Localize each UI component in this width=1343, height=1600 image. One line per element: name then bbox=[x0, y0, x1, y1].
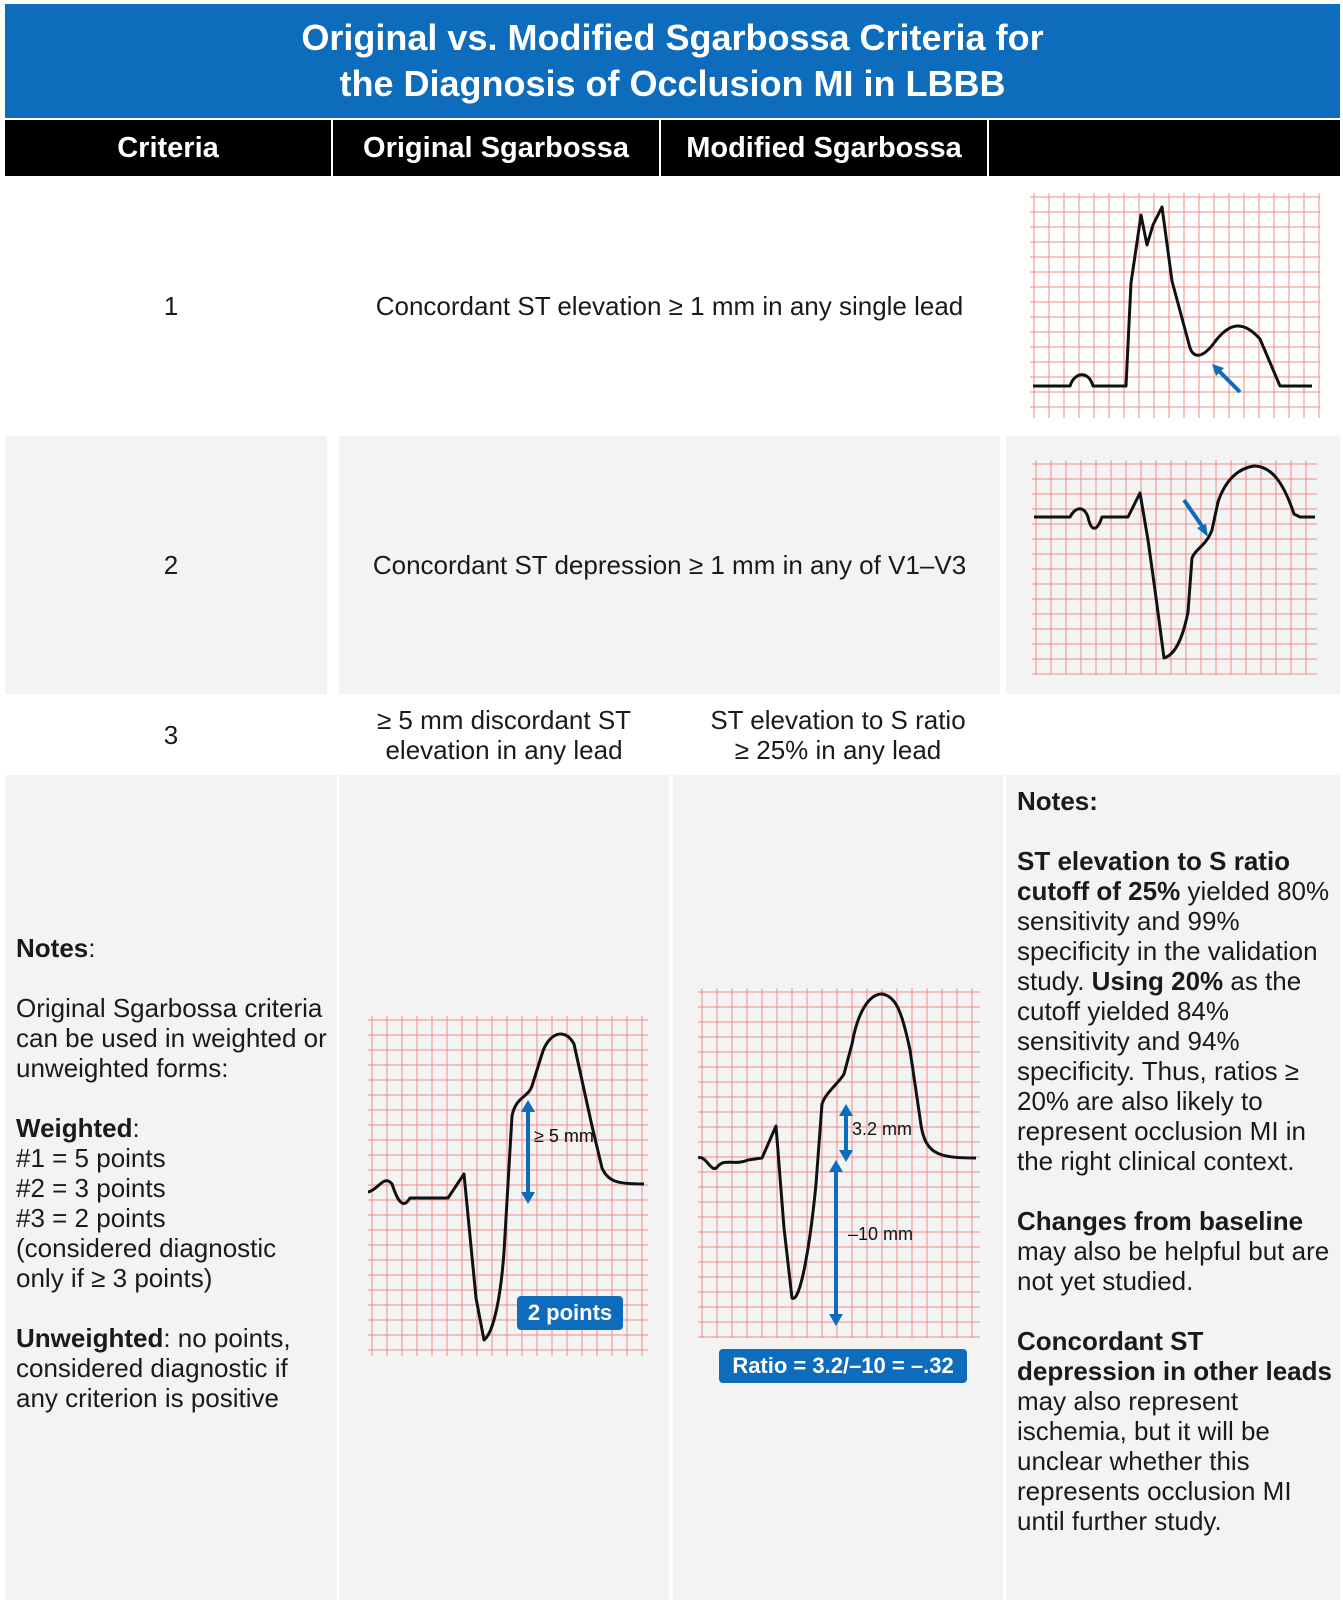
row-1-number: 1 bbox=[163, 291, 179, 321]
arrow-down-icon bbox=[521, 1192, 535, 1204]
table-header bbox=[5, 120, 1340, 176]
concordant-depression-bold: Concordant ST depression in other leads bbox=[1017, 1326, 1332, 1386]
concordant-depression-text: may also represent ischemia, but it will be unclear whether this represents occlusion MI until further study. bbox=[1017, 1386, 1292, 1536]
weighted-note: (considered diagnostic only if ≥ 3 points) bbox=[16, 1233, 277, 1293]
row-2-criterion: Concordant ST depression ≥ 1 mm in any of V1–V3 bbox=[372, 550, 967, 580]
page-title bbox=[5, 4, 1340, 118]
ratio-cutoff-text: yielded 80% sensitivity and 99% specificity in the validation study. bbox=[1017, 876, 1330, 996]
weighted-colon: : bbox=[132, 1113, 140, 1143]
weighted-item-1: #1 = 5 points bbox=[16, 1143, 166, 1173]
ecg-st-to-s-ratio bbox=[698, 988, 980, 1338]
ecg-concordant-st-elevation bbox=[1030, 193, 1320, 418]
header-divider bbox=[987, 120, 989, 176]
left-notes bbox=[16, 933, 331, 1443]
ecg-grid bbox=[1032, 460, 1317, 675]
title-line-1: Original vs. Modified Sgarbossa Criteria for bbox=[301, 17, 1044, 58]
left-notes-heading-colon: : bbox=[88, 933, 96, 963]
arrow-up-icon bbox=[521, 1100, 535, 1112]
arrow-up-icon bbox=[829, 1160, 843, 1172]
weighted-item-3: #3 = 2 points bbox=[16, 1203, 166, 1233]
arrow-down-icon bbox=[839, 1150, 853, 1162]
unweighted-text: : no points, considered diagnostic if any criterion is positive bbox=[16, 1323, 291, 1413]
header-modified: Modified Sgarbossa bbox=[686, 131, 962, 164]
row-2-number: 2 bbox=[163, 550, 179, 580]
row-3-modified bbox=[673, 696, 1003, 773]
row-1-criterion: Concordant ST elevation ≥ 1 mm in any single lead bbox=[375, 291, 964, 321]
weighted-item-2: #2 = 3 points bbox=[16, 1173, 166, 1203]
row-3-modified-line-2: ≥ 25% in any lead bbox=[734, 734, 942, 765]
weighted-label: Weighted bbox=[16, 1113, 133, 1143]
right-notes-heading: Notes: bbox=[1017, 786, 1098, 816]
unweighted-label: Unweighted bbox=[16, 1323, 164, 1353]
title-line-2: the Diagnosis of Occlusion MI in LBBB bbox=[339, 63, 1006, 104]
row-3-number: 3 bbox=[163, 719, 179, 750]
baseline-bold: Changes from baseline bbox=[1017, 1206, 1304, 1236]
row-3-original bbox=[339, 696, 669, 773]
ecg-concordant-st-depression bbox=[1032, 460, 1317, 675]
five-mm-label: ≥ 5 mm bbox=[534, 1126, 594, 1146]
arrow-head-icon bbox=[1197, 524, 1208, 537]
arrow-down-icon bbox=[829, 1314, 843, 1326]
ratio-cutoff-bold: ST elevation to S ratio cutoff of 25% bbox=[1017, 846, 1291, 906]
row-3-original-line-2: elevation in any lead bbox=[385, 734, 623, 765]
points-badge: 2 points bbox=[517, 1296, 623, 1330]
s-mm-label: –10 mm bbox=[848, 1224, 914, 1244]
st-mm-label: 3.2 mm bbox=[852, 1119, 913, 1139]
left-notes-intro: Original Sgarbossa criteria can be used in weighted or unweighted forms: bbox=[16, 993, 327, 1083]
ecg-grid bbox=[1030, 193, 1320, 418]
header-original: Original Sgarbossa bbox=[363, 131, 629, 164]
header-criteria: Criteria bbox=[117, 131, 219, 164]
ecg-trace bbox=[1033, 207, 1312, 386]
left-notes-heading: Notes bbox=[16, 933, 89, 963]
ratio-badge: Ratio = 3.2/–10 = –.32 bbox=[719, 1349, 967, 1383]
arrow-up-icon bbox=[839, 1104, 853, 1116]
baseline-text: may also be helpful but are not yet studied. bbox=[1017, 1236, 1330, 1296]
using-20-text: as the cutoff yielded 84% sensitivity and 94% specificity. Thus, ratios ≥ 20% are also likely to represent occlusion MI in the right clinical context. bbox=[1017, 966, 1307, 1176]
row-3-original-line-1: ≥ 5 mm discordant ST bbox=[376, 704, 632, 735]
row-3-modified-line-1: ST elevation to S ratio bbox=[710, 704, 966, 735]
using-20-bold: Using 20% bbox=[1091, 966, 1224, 996]
right-notes bbox=[1017, 786, 1335, 1566]
